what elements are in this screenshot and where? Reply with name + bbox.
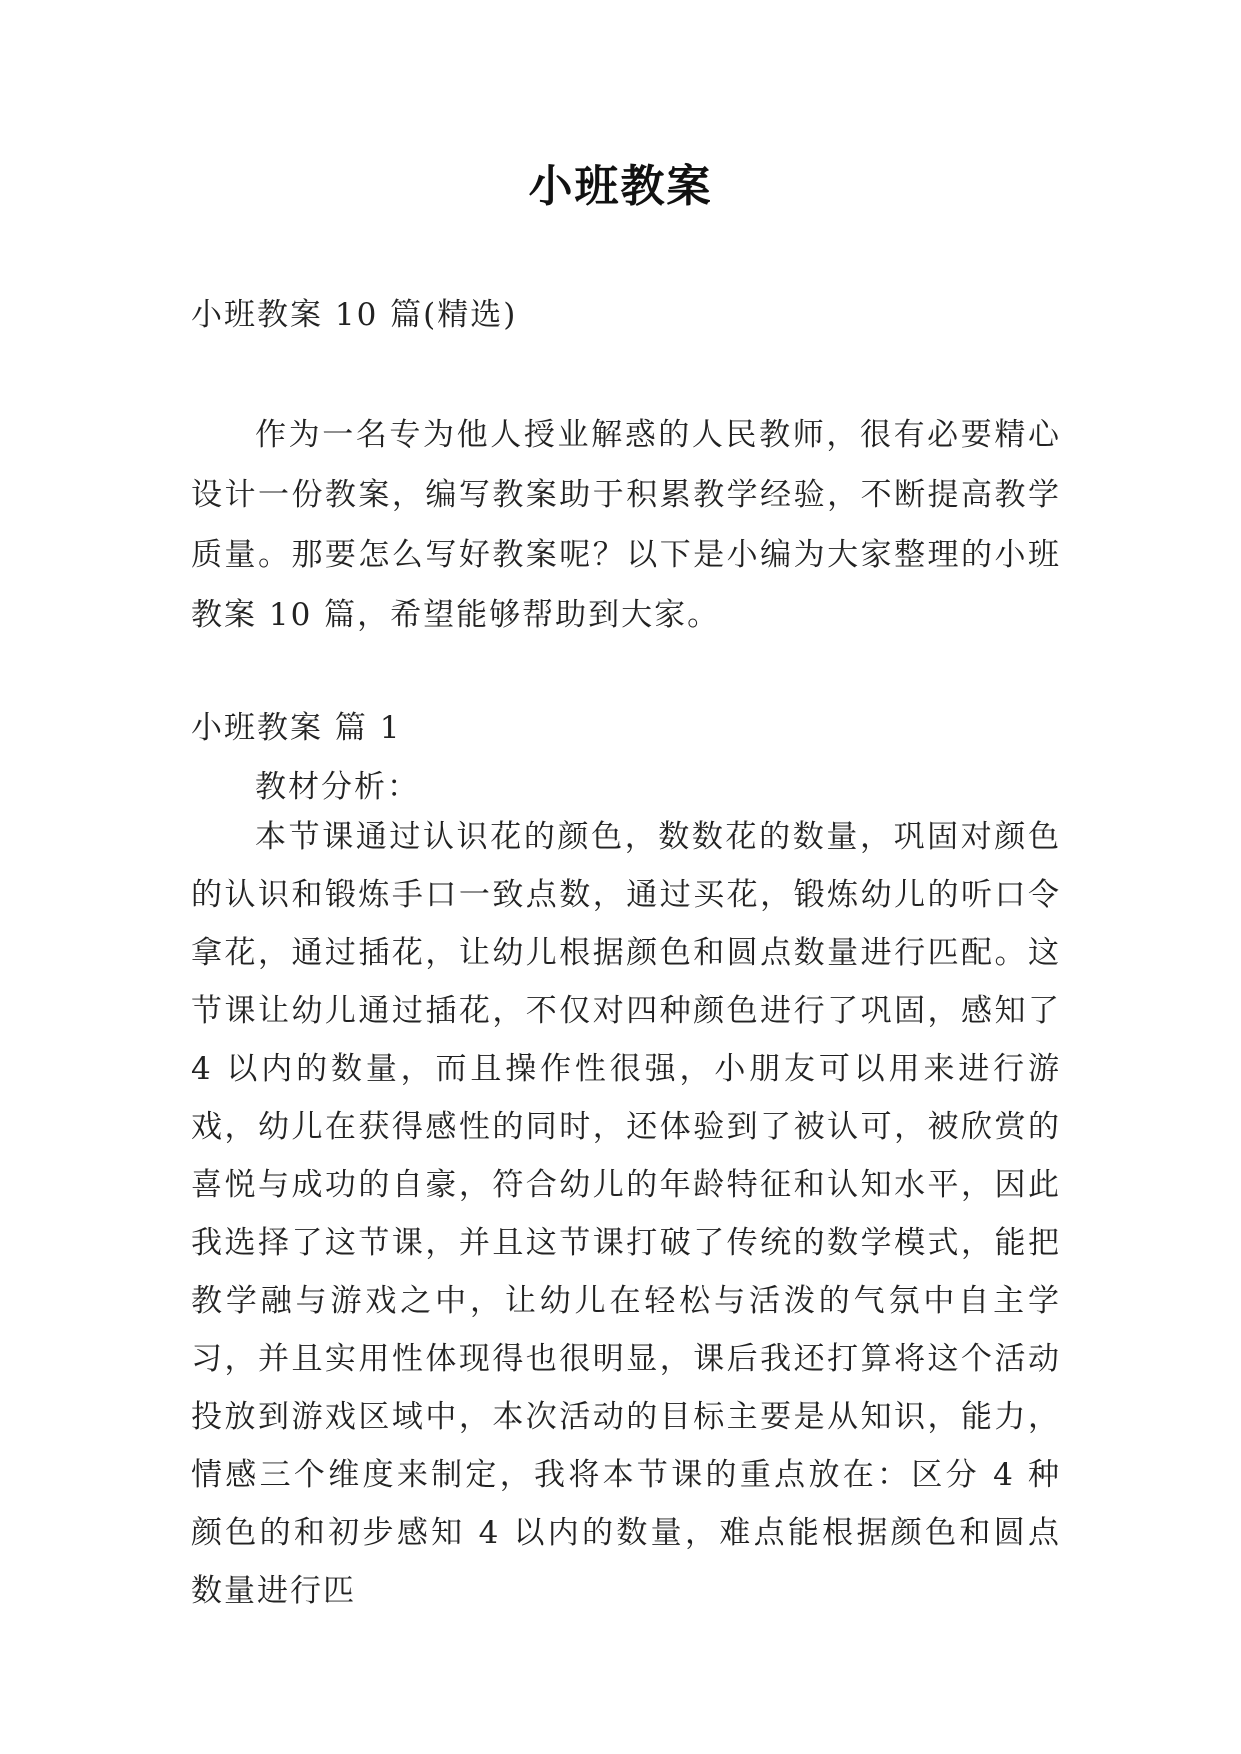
- document-subtitle: 小班教案 10 篇(精选): [191, 297, 518, 333]
- section-heading: 小班教案 篇 1: [191, 710, 402, 746]
- document-title: 小班教案: [528, 161, 713, 212]
- material-analysis-label: 教材分析：: [255, 769, 420, 805]
- material-analysis-paragraph: 本节课通过认识花的颜色，数数花的数量，巩固对颜色的认识和锻炼手口一致点数，通过买花，锻炼幼儿的听口令拿花，通过插花，让幼儿根据颜色和圆点数量进行匹配。这节课让幼儿通过插花，不仅对四种颜色进行了巩固，感知了 4 以内的数量，而且操作性很强，小朋友可以用来进行游戏，幼儿在获得感性的同时，还体验到了被认可，被欣赏的喜悦与成功的自豪，符合幼儿的年龄特征和认知水平，因此我选择了这节课，并且这节课打破了传统的数学模式，能把教学融与游戏之中，让幼儿在轻松与活泼的气氛中自主学习，并且实用性体现得也很明显，课后我还打算将这个活动投放到游戏区域中，本次活动的目标主要是从知识，能力，情感三个维度来制定，我将本节课的重点放在：区分 4 种颜色的和初步感知 4 以内的数量，难点能根据颜色和圆点数量进行匹: [191, 819, 1061, 1609]
- intro-paragraph: 作为一名专为他人授业解惑的人民教师，很有必要精心设计一份教案，编写教案助于积累教学经验，不断提高教学质量。那要怎么写好教案呢？以下是小编为大家整理的小班教案 10 篇，希望能够帮助到大家。: [191, 417, 1061, 633]
